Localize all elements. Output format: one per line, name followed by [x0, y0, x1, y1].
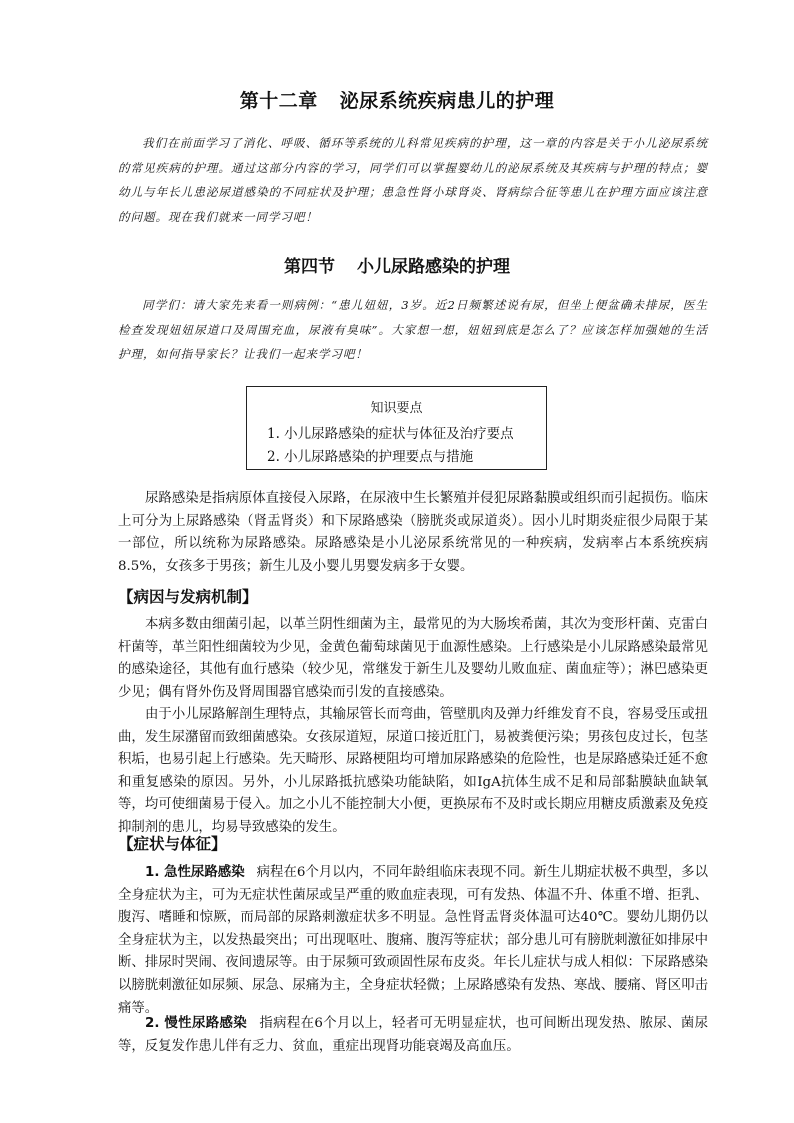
section-title: [0, 252, 794, 277]
chapter-title-text: 泌尿系统疾病患儿的护理: [339, 90, 555, 112]
etiology-paragraph-2: [118, 704, 708, 840]
definition-text: 尿路感染是指病原体直接侵入尿路，在尿液中生长繁殖并侵犯尿路黏膜或组织而引起损伤。临床上可分为上尿路感染（肾盂肾炎）和下尿路感染（膀胱炎或尿道炎）。因小儿时期炎症很少局限于某一部位，所以统称为尿路感染。尿路感染是小儿泌尿系统常见的一种疾病，发病率占本系统疾病8.5%，女孩多于男孩；新生儿及小婴儿男婴发病多于女婴。: [118, 491, 708, 574]
key-points-box: [246, 386, 547, 470]
chronic-infection-text: 指病程在6个月以上，轻者可无明显症状，也可间断出现发热、脓尿、菌尿等，反复发作患儿伴有乏力、贫血，重症出现肾功能衰竭及高血压。: [118, 1016, 708, 1054]
key-points-title: 知识要点: [370, 401, 423, 416]
chapter-label: 第十二章: [239, 90, 318, 112]
chapter-intro: [118, 127, 714, 233]
chronic-infection-paragraph: [118, 1013, 708, 1058]
definition-paragraph: [118, 488, 708, 578]
etiology-text-2: 由于小儿尿路解剖生理特点，其输尿管长而弯曲，管壁肌肉及弹力纤维发育不良，容易受压或扭曲，发生尿潴留而致细菌感染。女孩尿道短，尿道口接近肛门，易被粪便污染；男孩包皮过长，包茎积垢，也易引起上行感染。先天畸形、尿路梗阻均可增加尿路感染的危险性，也是尿路感染迁延不愈和重复感染的原因。另外，小儿尿路抵抗感染功能缺陷，如IgA抗体生成不足和局部黏膜缺血缺氧等，均可使细菌易于侵入。加之小儿不能控制大小便，更换尿布不及时或长期应用糖皮质激素及免疫抑制剂的患儿，均易导致感染的发生。: [118, 707, 708, 835]
symptoms-heading: 【症状与体征】: [118, 835, 227, 853]
section-intro-text: 同学们：请大家先来看一则病例：“患儿妞妞，3岁。近2日频繁述说有尿，但坐上便盆确未排尿，医生检查发现妞妞尿道口及周围充血，尿液有臭味”。大家想一想，妞妞到底是怎么了？应该怎样加强她的生活护理，如何指导家长？让我们一起来学习吧！: [118, 298, 708, 361]
etiology-heading: 【病因与发病机制】: [118, 588, 258, 606]
section-intro: [118, 293, 708, 367]
etiology-paragraph-1: [118, 614, 708, 704]
chapter-intro-text: 我们在前面学习了消化、呼吸、循环等系统的儿科常见疾病的护理，这一章的内容是关于小儿泌尿系统的常见疾病的护理。通过这部分内容的学习，同学们可以掌握婴幼儿的泌尿系统及其疾病与护理的特点；婴幼儿与年长儿患泌尿道感染的不同症状及护理；患急性肾小球肾炎、肾病综合征等患儿在护理方面应该注意的问题。现在我们就来一同学习吧！: [118, 136, 708, 224]
key-point-item: 2. 小儿尿路感染的护理要点与措施: [267, 449, 474, 465]
acute-infection-text: 病程在6个月以内，不同年龄组临床表现不同。新生儿期症状极不典型，多以全身症状为主，可为无症状性菌尿或呈严重的败血症表现，可有发热、体温不升、体重不增、拒乳、腹泻、嗜睡和惊厥，而局部的尿路刺激症状多不明显。急性肾盂肾炎体温可达40℃。婴幼儿期仍以全身症状为主，以发热最突出；可出现呕吐、腹痛、腹泻等症状；部分患儿可有膀胱刺激征如排尿中断、排尿时哭闹、夜间遗尿等。由于尿频可致顽固性尿布皮炎。年长儿症状与成人相似：下尿路感染以膀胱刺激征如尿频、尿急、尿痛为主，全身症状轻微；上尿路感染有发热、寒战、腰痛、肾区叩击痛等。: [118, 865, 708, 1016]
key-point-item: 1. 小儿尿路感染的症状与体征及治疗要点: [267, 426, 514, 442]
acute-infection-label: 1. 急性尿路感染: [145, 865, 245, 880]
section-label: 第四节: [284, 257, 335, 277]
section-title-text: 小儿尿路感染的护理: [357, 257, 510, 277]
acute-infection-paragraph: [118, 862, 708, 1020]
chapter-title: [0, 86, 794, 113]
chronic-infection-label: 2. 慢性尿路感染: [145, 1016, 247, 1031]
etiology-text-1: 本病多数由细菌引起，以革兰阴性细菌为主，最常见的为大肠埃希菌，其次为变形杆菌、克雷白杆菌等，革兰阳性细菌较为少见，金黄色葡萄球菌见于血源性感染。上行感染是小儿尿路感染最常见的感染途径，其他有血行感染（较少见，常继发于新生儿及婴幼儿败血症、菌血症等）；淋巴感染更少见；偶有肾外伤及肾周围器官感染而引发的直接感染。: [118, 617, 708, 700]
